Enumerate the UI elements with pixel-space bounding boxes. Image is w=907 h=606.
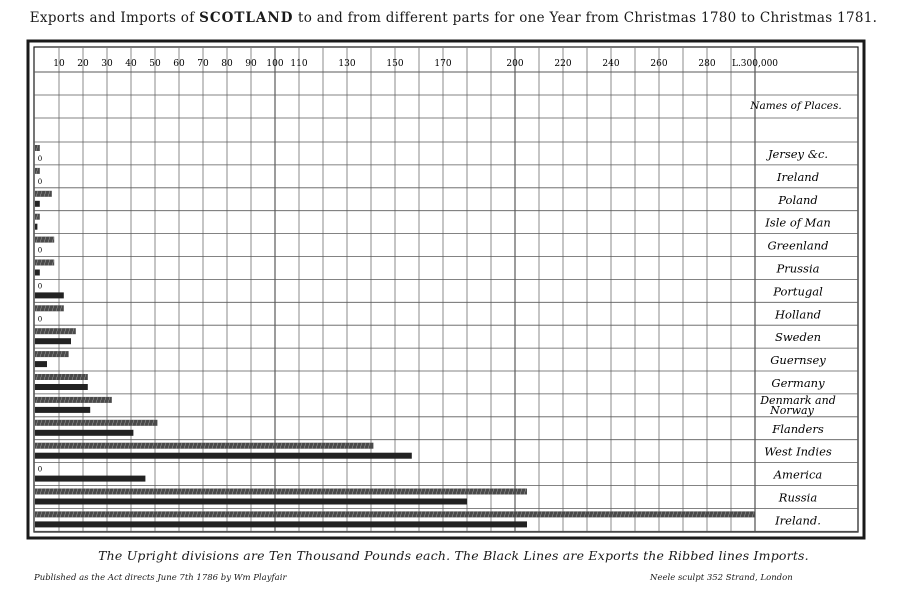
- zero-marker-imports: 0: [37, 465, 43, 474]
- zero-marker-exports: 0: [37, 315, 43, 324]
- x-tick-label: 20: [77, 59, 89, 69]
- category-label: Guernsey: [770, 353, 826, 368]
- x-tick-label: 10: [53, 59, 65, 69]
- x-tick-label: 130: [338, 59, 356, 69]
- grid: [34, 48, 858, 531]
- category-label: Flanders: [772, 421, 824, 436]
- bar-exports: [35, 521, 527, 527]
- footnote: The Upright divisions are Ten Thousand Pounds each. The Black Lines are Exports the Ribbed lines Imports.: [98, 548, 809, 563]
- bar-exports: [35, 338, 71, 344]
- x-tick-label: 50: [149, 59, 161, 69]
- outer-frame: [28, 41, 864, 538]
- x-tick-label: 100: [266, 59, 284, 69]
- bar-exports: [35, 384, 88, 390]
- chart-title-pre: Exports and Imports of: [29, 10, 195, 26]
- bar-imports: [35, 214, 40, 220]
- engraver-line: Neele sculpt 352 Strand, London: [650, 573, 793, 583]
- bar-exports: [35, 453, 412, 459]
- zero-marker-exports: 0: [37, 177, 43, 186]
- category-label: West Indies: [764, 444, 832, 459]
- bar-imports: [35, 305, 64, 311]
- chart-title-country: SCOTLAND: [199, 10, 294, 26]
- bar-exports: [35, 476, 145, 482]
- category-label: Prussia: [776, 261, 820, 276]
- bar-imports: [35, 145, 40, 151]
- x-tick-label: 40: [125, 59, 137, 69]
- category-label: Poland: [778, 192, 818, 207]
- x-tick-label: 240: [602, 59, 620, 69]
- category-label: Greenland: [767, 238, 829, 253]
- category-label: America: [773, 467, 823, 482]
- bar-exports: [35, 270, 40, 276]
- inner-frame: [34, 47, 858, 532]
- category-label: Portugal: [773, 284, 823, 299]
- category-header: Names of Places.: [750, 100, 842, 112]
- x-axis-ticks: [53, 59, 778, 69]
- x-tick-label: 60: [173, 59, 185, 69]
- x-tick-label: 200: [506, 59, 524, 69]
- category-label: Ireland: [776, 169, 820, 184]
- chart-title-post: to and from different parts for one Year from Christmas 1780 to Christmas 1781.: [298, 10, 878, 26]
- bar-exports: [35, 201, 40, 207]
- category-label: Sweden: [774, 330, 822, 345]
- x-tick-label: 90: [245, 59, 257, 69]
- category-label: Denmark and: [760, 393, 836, 407]
- x-tick-label: 70: [197, 59, 209, 69]
- zero-marker-exports: 0: [37, 246, 43, 255]
- category-label: Norway: [770, 403, 814, 417]
- publication-line: Published as the Act directs June 7th 1786 by Wm Playfair: [34, 573, 287, 583]
- x-tick-label: 80: [221, 59, 233, 69]
- x-tick-label: 220: [554, 59, 572, 69]
- bar-exports: [35, 224, 37, 230]
- x-tick-label: 110: [290, 59, 308, 69]
- bar-imports: [35, 374, 88, 380]
- category-labels: [759, 147, 836, 527]
- category-label: Germany: [771, 376, 825, 390]
- bar-exports: [35, 430, 133, 436]
- bar-imports: [35, 168, 40, 174]
- x-tick-label: 150: [386, 59, 404, 69]
- x-tick-label: L.300,000: [731, 59, 779, 69]
- bar-exports: [35, 361, 47, 367]
- bar-exports: [35, 292, 64, 298]
- category-label: Ireland.: [775, 513, 821, 528]
- bar-exports: [35, 407, 90, 413]
- bar-exports: [35, 499, 467, 505]
- zero-marker-exports: 0: [37, 155, 43, 163]
- x-tick-label: 260: [650, 59, 668, 69]
- x-tick-label: 170: [434, 59, 452, 69]
- zero-marker-imports: 0: [37, 282, 43, 291]
- x-tick-label: 280: [698, 59, 716, 69]
- category-label: Isle of Man: [765, 215, 831, 230]
- category-label: Holland: [775, 307, 821, 322]
- x-tick-label: 30: [101, 59, 113, 69]
- category-label: Russia: [778, 490, 818, 505]
- category-label: Jersey &c.: [767, 147, 829, 161]
- bar-imports: [35, 511, 755, 517]
